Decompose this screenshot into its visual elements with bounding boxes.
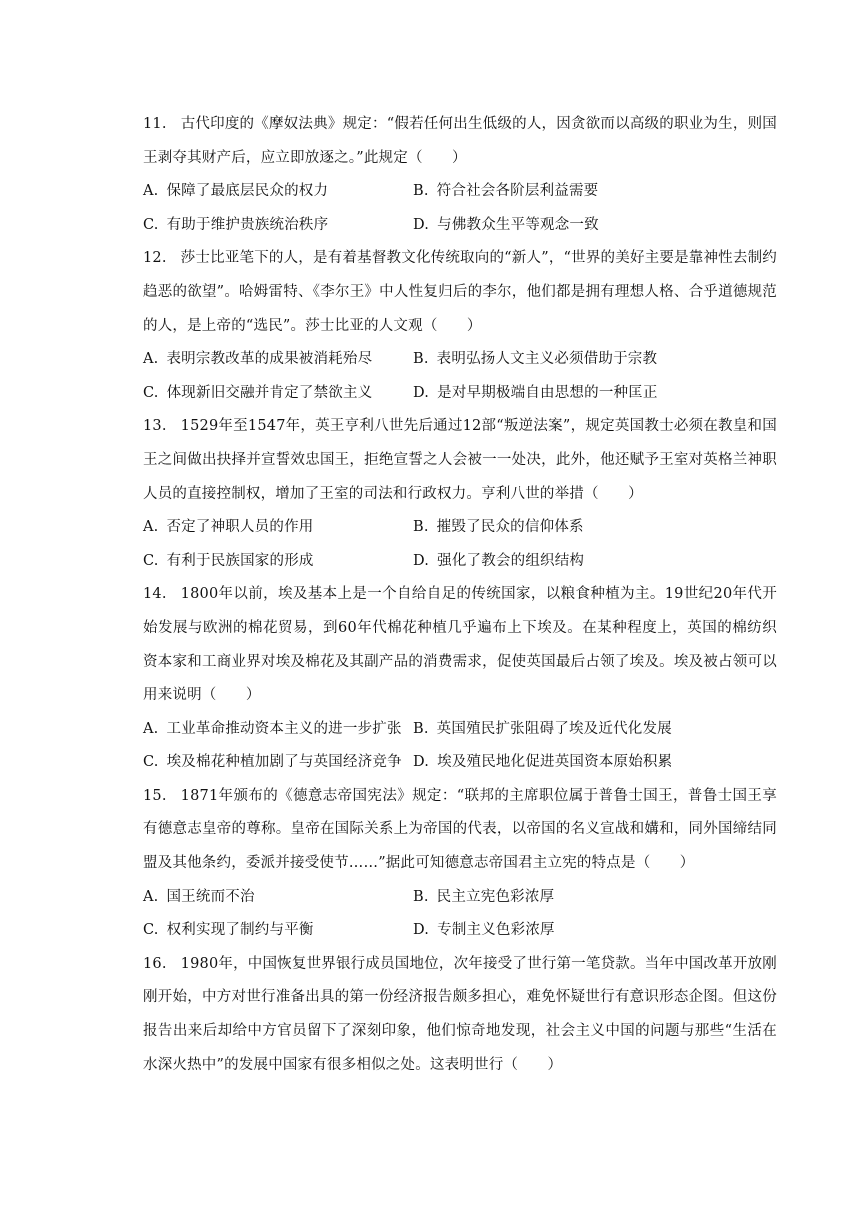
option-letter: D. (413, 384, 430, 401)
option-text: 摧毁了民众的信仰体系 (436, 519, 584, 536)
option-letter: A. (143, 720, 159, 737)
option-text: 表明弘扬人文主义必须借助于宗教 (436, 351, 658, 368)
option-letter: C. (143, 216, 159, 233)
question-text: 1871年颁布的《德意志帝国宪法》规定：“联邦的主席职位属于普鲁士国王，普鲁士国王享有德意志皇帝的尊称。皇帝在国际关系上为帝国的代表，以帝国的名义宣战和媾和，同外国缔结同盟及其他条约，委派并接受使节……”据此可知德意志帝国君主立宪的特点是（ ） (143, 787, 777, 872)
answer-option[interactable] (413, 343, 777, 377)
option-text: 否定了神职人员的作用 (166, 519, 314, 536)
option-text: 保障了最底层民众的权力 (166, 183, 329, 200)
answer-option[interactable] (413, 545, 777, 579)
answer-option[interactable] (143, 881, 413, 915)
option-letter: A. (143, 183, 159, 200)
option-letter: D. (413, 552, 430, 569)
answer-option[interactable] (143, 914, 413, 948)
option-letter: A. (143, 351, 159, 368)
question-3 (143, 410, 777, 578)
answer-option[interactable] (143, 209, 413, 243)
option-letter: D. (413, 754, 430, 771)
answer-option[interactable] (413, 175, 777, 209)
option-letter: C. (143, 754, 159, 771)
answer-option[interactable] (413, 713, 777, 747)
question-text: 1529年至1547年，英王亨利八世先后通过12部“叛逆法案”，规定英国教士必须在教皇和国王之间做出抉择并宣誓效忠国王，拒绝宣誓之人会被一一处决，此外，他还赋予王室对英格兰神职人员的直接控制权，增加了王室的司法和行政权力。亨利八世的举措（ ） (143, 418, 777, 502)
option-text: 有利于民族国家的形成 (166, 552, 314, 569)
option-text: 表明宗教改革的成果被消耗殆尽 (166, 351, 373, 368)
question-number: 13. (143, 418, 167, 435)
answer-option[interactable] (143, 545, 413, 579)
option-text: 有助于维护贵族统治秩序 (166, 216, 329, 233)
answer-option[interactable] (413, 914, 777, 948)
option-letter: B. (413, 183, 429, 200)
answer-option[interactable] (143, 377, 413, 411)
option-letter: C. (143, 552, 159, 569)
question-number: 16. (143, 955, 167, 972)
question-1 (143, 108, 777, 242)
question-6 (143, 948, 777, 1082)
question-stem (143, 780, 777, 881)
question-2 (143, 242, 777, 410)
question-stem (143, 410, 777, 511)
question-stem (143, 948, 777, 1082)
question-5 (143, 780, 777, 948)
question-number: 11. (143, 116, 167, 132)
answer-option[interactable] (143, 511, 413, 545)
option-letter: B. (413, 351, 429, 368)
question-stem (143, 578, 777, 712)
question-text: 1980年，中国恢复世界银行成员国地位，次年接受了世行第一笔贷款。当年中国改革开放刚刚开始，中方对世行准备出具的第一份经济报告颇多担心，难免怀疑世行有意识形态企图。但这份报告出来后却给中方官员留下了深刻印象，他们惊奇地发现，社会主义中国的问题与那些“生活在水深火热中”的发展中国家有很多相似之处。这表明世行（ ） (143, 955, 777, 1073)
option-text: 埃及殖民地化促进英国资本原始积累 (437, 754, 673, 771)
answer-option[interactable] (143, 343, 413, 377)
answer-option[interactable] (413, 881, 777, 915)
question-stem (143, 242, 777, 343)
option-text: 权利实现了制约与平衡 (166, 922, 314, 939)
answer-option[interactable] (413, 511, 777, 545)
option-text: 民主立宪色彩浓厚 (436, 888, 555, 905)
option-letter: A. (143, 888, 159, 905)
answer-options (143, 511, 777, 578)
question-number: 14. (143, 586, 167, 603)
question-stem (143, 108, 777, 175)
option-text: 体现新旧交融并肯定了禁欲主义 (166, 384, 373, 401)
answer-option[interactable] (143, 746, 413, 780)
option-text: 是对早期极端自由思想的一种匡正 (437, 384, 658, 401)
answer-options (143, 881, 777, 948)
option-text: 专制主义色彩浓厚 (437, 922, 555, 939)
option-letter: D. (413, 216, 430, 233)
answer-option[interactable] (143, 713, 413, 747)
option-letter: C. (143, 384, 159, 401)
option-letter: B. (413, 720, 429, 737)
option-letter: B. (413, 888, 429, 905)
answer-options (143, 175, 777, 242)
question-4 (143, 578, 777, 780)
option-text: 与佛教众生平等观念一致 (437, 216, 599, 233)
option-text: 英国殖民扩张阻碍了埃及近代化发展 (436, 720, 672, 737)
option-text: 国王统而不治 (166, 888, 255, 905)
answer-option[interactable] (413, 209, 777, 243)
question-text: 古代印度的《摩奴法典》规定：“假若任何出生低级的人，因贪欲而以高级的职业为生，则国王剥夺其财产后，应立即放逐之。”此规定（ ） (143, 116, 777, 166)
answer-option[interactable] (143, 175, 413, 209)
question-text: 莎士比亚笔下的人，是有着基督教文化传统取向的“新人”，“世界的美好主要是靠神性去制约趋恶的欲望”。哈姆雷特、《李尔王》中人性复归后的李尔，他们都是拥有理想人格、合乎道德规范的人，是上帝的“选民”。莎士比亚的人文观（ ） (143, 250, 777, 334)
option-letter: D. (413, 922, 430, 939)
answer-option[interactable] (413, 746, 777, 780)
answer-option[interactable] (413, 377, 777, 411)
question-number: 12. (143, 250, 167, 267)
option-text: 符合社会各阶层利益需要 (436, 183, 599, 200)
option-text: 工业革命推动资本主义的进一步扩张 (166, 720, 402, 737)
question-number: 15. (143, 787, 167, 804)
question-text: 1800年以前，埃及基本上是一个自给自足的传统国家，以粮食种植为主。19世纪20年代开始发展与欧洲的棉花贸易，到60年代棉花种植几乎遍布上下埃及。在某种程度上，英国的棉纺织资本家和工商业界对埃及棉花及其副产品的消费需求，促使英国最后占领了埃及。埃及被占领可以用来说明（ ） (143, 586, 777, 704)
option-text: 强化了教会的组织结构 (437, 552, 585, 569)
question-list (143, 108, 777, 1082)
answer-options (143, 343, 777, 410)
option-letter: B. (413, 519, 429, 536)
option-letter: C. (143, 922, 159, 939)
answer-options (143, 713, 777, 780)
option-letter: A. (143, 519, 159, 536)
option-text: 埃及棉花种植加剧了与英国经济竞争 (166, 754, 402, 771)
